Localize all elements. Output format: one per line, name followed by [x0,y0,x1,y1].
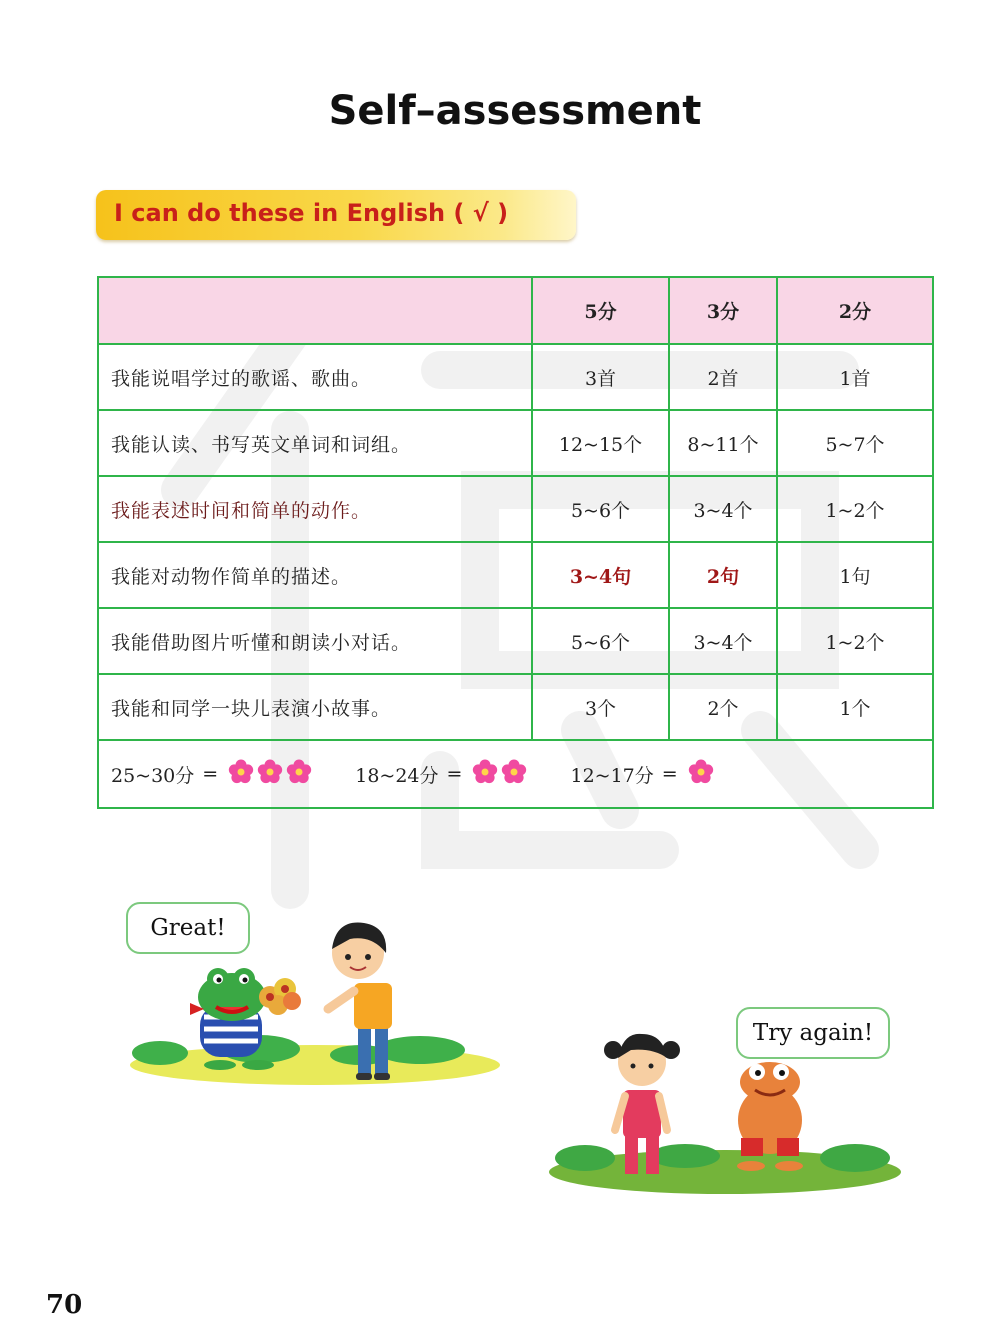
cell-2-points: 1个 [777,674,933,740]
section-banner [96,190,576,240]
table-row [98,476,933,542]
header-2-points: 2分 [777,277,933,344]
flower-bouquet [259,978,301,1015]
legend-item [111,759,315,790]
cell-5-points: 5~6个 [532,608,669,674]
cell-3-points: 2句 [669,542,777,608]
header-blank [98,277,532,344]
page-title: Self–assessment [328,88,702,134]
cell-3-points: 2首 [669,344,777,410]
legend-range: 12~17分 [570,764,654,787]
flower-rating [228,759,315,790]
row-description: 我能表述时间和简单的动作。 [98,476,532,542]
flower-rating [688,759,717,790]
row-description: 我能借助图片听懂和朗读小对话。 [98,608,532,674]
table-row [98,542,933,608]
cell-2-points: 1首 [777,344,933,410]
flower-rating [472,759,530,790]
row-description: 我能说唱学过的歌谣、歌曲。 [98,344,532,410]
flower-icon [286,759,312,785]
assessment-table [97,276,934,809]
banner-text: I can do these in English ( √ ) [114,199,509,227]
table-header-row [98,277,933,344]
legend-range: 25~30分 [111,764,195,787]
cell-3-points: 2个 [669,674,777,740]
legend-equals: = [202,763,219,785]
flower-icon [228,759,254,785]
cell-5-points: 3个 [532,674,669,740]
cell-3-points: 3~4个 [669,608,777,674]
great-text: Great! [150,915,226,941]
cell-5-points: 12~15个 [532,410,669,476]
try-again-speech-bubble [736,1007,890,1059]
cell-5-points: 3~4句 [532,542,669,608]
cell-3-points: 8~11个 [669,410,777,476]
flower-icon [501,759,527,785]
flower-icon [257,759,283,785]
header-5-points: 5分 [532,277,669,344]
cell-5-points: 5~6个 [532,476,669,542]
cell-5-points: 3首 [532,344,669,410]
legend-item [571,759,717,790]
cell-2-points: 1~2个 [777,476,933,542]
table-row [98,410,933,476]
legend-range: 18~24分 [355,764,439,787]
header-3-points: 3分 [669,277,777,344]
cell-2-points: 5~7个 [777,410,933,476]
score-legend [98,740,933,808]
cell-2-points: 1句 [777,542,933,608]
legend-item [355,759,530,790]
table-row [98,344,933,410]
legend-equals: = [661,763,678,785]
cell-2-points: 1~2个 [777,608,933,674]
try-again-text: Try again! [752,1020,874,1046]
page-number: 70 [46,1290,83,1320]
row-description: 我能对动物作简单的描述。 [98,542,532,608]
row-description: 我能认读、书写英文单词和词组。 [98,410,532,476]
legend-row [98,740,933,808]
legend-equals: = [446,763,463,785]
cell-3-points: 3~4个 [669,476,777,542]
flower-icon [688,759,714,785]
table-row [98,674,933,740]
row-description: 我能和同学一块儿表演小故事。 [98,674,532,740]
flower-icon [472,759,498,785]
great-speech-bubble [126,902,250,954]
table-row [98,608,933,674]
